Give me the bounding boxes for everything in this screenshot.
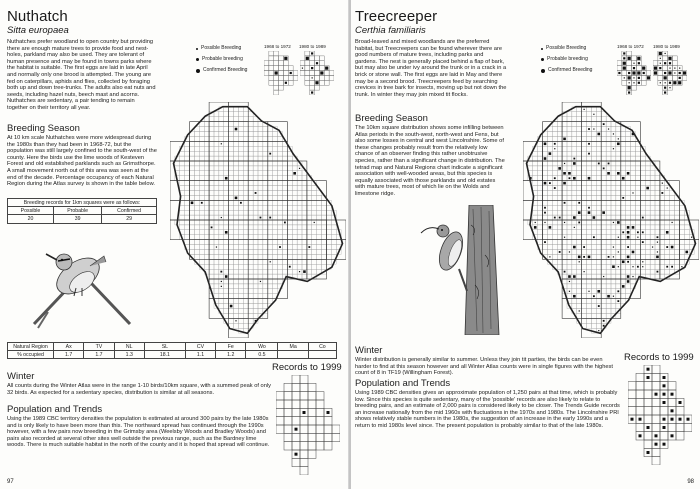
region-header: NL bbox=[114, 343, 144, 351]
region-header: Ax bbox=[54, 343, 84, 351]
records-caption: Breeding records for 1km squares were as follows: bbox=[8, 199, 157, 207]
records-value: 39 bbox=[53, 215, 101, 223]
breeding-legend: Possible Breeding Probable breeding Confirmed Breeding bbox=[541, 43, 592, 76]
mini-map-label-1980: 1980 to 1989 bbox=[299, 44, 326, 49]
page-nuthatch bbox=[0, 0, 349, 489]
species-latin-name: Sitta europaea bbox=[7, 25, 69, 36]
records-header: Possible bbox=[8, 207, 54, 215]
occupied-value: 1.3 bbox=[114, 351, 144, 359]
mini-map-1968 bbox=[617, 51, 651, 95]
region-header: TV bbox=[84, 343, 114, 351]
records-value: 29 bbox=[102, 215, 157, 223]
possible-dot-icon bbox=[196, 48, 198, 50]
occupied-label: % occupied bbox=[8, 351, 54, 359]
species-title: Nuthatch bbox=[7, 8, 68, 25]
population-heading: Population and Trends bbox=[7, 404, 103, 415]
region-header: Fe bbox=[216, 343, 246, 351]
mini-map-1968 bbox=[264, 51, 298, 95]
region-row-label: Natural Region bbox=[8, 343, 54, 351]
page-number: 98 bbox=[687, 479, 694, 485]
page-number: 97 bbox=[7, 479, 14, 485]
winter-text: All counts during the Winter Atlas were in the range 1-10 birds/10km square, with a summed peak of only 32 birds. As expected for a sedentary species, distribution is similar at all seasons. bbox=[7, 383, 271, 396]
breeding-text: The 10km square distribution shows some infilling between Atlas periods in the south-west, north-west and Fens, but also some losses in central and west Lincolnshire. Some of these changes probably result from the relatively low chance of an observer finding this rather unobtrusive species, rather than a significant change in distribution. The tetrad map and Natural Regions chart indicate a significant association with well-wooded areas, but this species is equally associated with those parklands and old estates with mature trees, most of which lie on the Wolds and limestone ridge. bbox=[355, 125, 505, 197]
occupied-value: 1.7 bbox=[84, 351, 114, 359]
occupied-value: 18.1 bbox=[144, 351, 185, 359]
mini-map-1980 bbox=[653, 51, 687, 95]
population-text: Using the 1989 CBC territory densities the population is estimated at around 300 pairs by the late 1980s and is only likely to have been more than this. The northward spread has continued through the 1990s however, with a few pairs now breeding in the Grimsby area (Weelsby Woods and Bradley Woods) and pairs also recorded at several other sites well outside the previous range, such as the Bardney lime woods. There is much suitable habitat in the north of the county and it is hoped that spread will continue. bbox=[7, 416, 270, 449]
page-treecreeper bbox=[351, 0, 700, 489]
region-header: CV bbox=[185, 343, 215, 351]
occupied-value bbox=[278, 351, 308, 359]
winter-heading: Winter bbox=[355, 345, 383, 356]
winter-heading: Winter bbox=[7, 371, 35, 382]
breeding-heading: Breeding Season bbox=[7, 123, 80, 134]
occupied-value bbox=[308, 351, 336, 359]
nuthatch-illustration bbox=[30, 232, 140, 330]
occupied-value: 0.5 bbox=[246, 351, 278, 359]
population-text: Using 1989 CBC densities gives an approximate population of 1,250 pairs at that time, which is probably low. Since this species is quite sedentary, many of the 'possible' records are also likely to relate to breeding pairs, and an estimate of 2,000 pairs is considered likely to be closer. The Trends Guide records an increase nationally from the mid 1960s with fluctuations in the 1970s and 1980s. The Lincolnshire PRI shows relatively stable numbers in the 1980s, the suggestion of an increase in the early 1990s and a return to mid 1980s level since. The present population is probably similar to that of the late 1980s. bbox=[355, 390, 620, 429]
region-header: SL bbox=[144, 343, 185, 351]
records-map bbox=[276, 375, 340, 475]
records-header: Confirmed bbox=[102, 207, 157, 215]
occupied-value: 1.2 bbox=[216, 351, 246, 359]
mini-map-1980 bbox=[300, 51, 334, 95]
possible-dot-icon bbox=[541, 48, 543, 50]
species-latin-name: Certhia familiaris bbox=[355, 25, 426, 36]
occupied-value: 1.1 bbox=[185, 351, 215, 359]
tetrad-distribution-map bbox=[170, 102, 346, 338]
species-title: Treecreeper bbox=[355, 8, 438, 25]
breeding-heading: Breeding Season bbox=[355, 113, 428, 124]
records-value: 20 bbox=[8, 215, 54, 223]
occupied-value: 1.7 bbox=[54, 351, 84, 359]
probable-dot-icon bbox=[196, 58, 199, 61]
records-title: Records to 1999 bbox=[624, 352, 694, 363]
probable-dot-icon bbox=[541, 58, 544, 61]
intro-text: Nuthatches prefer woodland to open country but providing there are enough mature trees to provide food and nest-holes, parkland may also be used. They are tolerant of human presence and may be found in towns parks where the habitat is suitable. The first eggs are laid in late April and normally only one brood is attempted. The young are fed on caterpillars, aphids and flies, collected by foraging both up and down tree-trunks. The adults also eat nuts and seeds, including hazel nuts, beech mast and acorns. Nuthatches are sedentary, a pair tending to remain together on their territory all year. bbox=[7, 39, 156, 111]
region-header: Co bbox=[308, 343, 336, 351]
records-map bbox=[628, 365, 692, 465]
region-header: Ma bbox=[278, 343, 308, 351]
natural-regions-table bbox=[7, 342, 337, 359]
mini-map-label-1968: 1968 to 1972 bbox=[617, 44, 644, 49]
intro-text: Broad-leaved and mixed woodlands are the preferred habitat, but Treecreepers can be found wherever there are good numbers of mature trees, including parks and gardens. The nest is generally placed behind a flap of bark, but may also be under ivy around the trunk or in a crack in a brick or stone wall. The first eggs are laid in May and there may be a second brood. Treecreepers feed by searching crevices in tree bark for insects, moving up but not down the trunk. In winter they may join mixed tit flocks. bbox=[355, 39, 507, 98]
region-header: Wo bbox=[246, 343, 278, 351]
treecreeper-illustration bbox=[411, 205, 511, 335]
records-header: Probable bbox=[53, 207, 101, 215]
mini-map-label-1980: 1980 to 1989 bbox=[653, 44, 680, 49]
breeding-legend: Possible Breeding Probable breeding Confirmed Breeding bbox=[196, 43, 247, 76]
breeding-records-table bbox=[7, 198, 157, 224]
winter-text: Winter distribution is generally similar to summer. Unless they join tit parties, the birds can be even harder to find at this season however and all Winter Atlas counts were in single figures with the highest count of 8 in TF19 (Willingham Forest). bbox=[355, 357, 613, 377]
mini-map-label-1968: 1968 to 1972 bbox=[264, 44, 291, 49]
breeding-text: At 10 km scale Nuthatches were more widespread during the 1980s than they had been in 1968-72, but the population was still largely confined to the south-west of the county. Here the birds use the lime woods of Kesteven Forest and old established parklands such as Grimsthorpe. A small movement north out of this area was seen at the end of the decade. Percentage occupancy of each Natural Region during the Atlas survey is shown in the table below. bbox=[7, 135, 157, 188]
confirmed-dot-icon bbox=[196, 69, 200, 73]
population-heading: Population and Trends bbox=[355, 378, 451, 389]
confirmed-dot-icon bbox=[541, 69, 545, 73]
records-title: Records to 1999 bbox=[272, 362, 342, 373]
tetrad-distribution-map bbox=[523, 102, 699, 338]
